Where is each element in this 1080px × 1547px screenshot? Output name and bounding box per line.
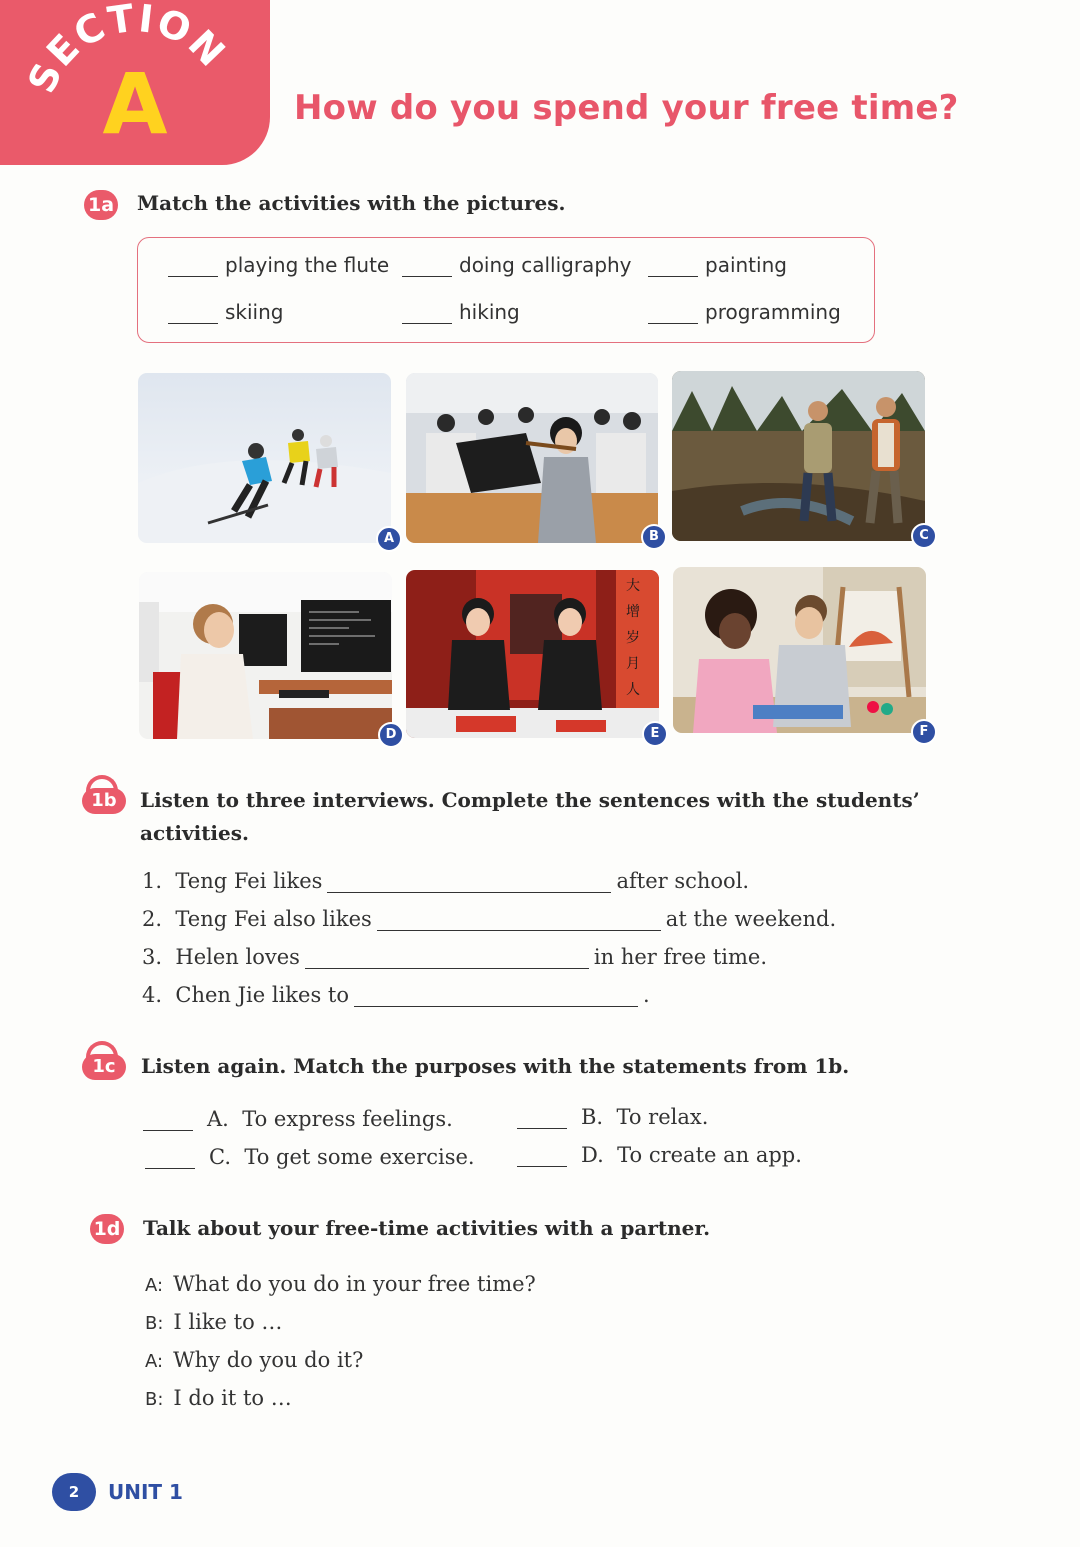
answer-blank[interactable] bbox=[143, 1112, 193, 1131]
word-item bbox=[402, 253, 632, 277]
exercise-badge-1d: 1d bbox=[90, 1214, 124, 1244]
svg-text:大: 大 bbox=[626, 578, 640, 594]
answer-blank[interactable] bbox=[145, 1150, 195, 1169]
instruction-1b-line1: Listen to three interviews. Complete the sentences with the students’ bbox=[140, 788, 920, 812]
answer-blank[interactable] bbox=[168, 305, 218, 324]
answer-blank[interactable] bbox=[168, 258, 218, 277]
page-title: How do you spend your free time? bbox=[294, 88, 959, 128]
word-text: doing calligraphy bbox=[459, 253, 632, 277]
word-text: skiing bbox=[225, 300, 284, 324]
answer-blank[interactable] bbox=[377, 910, 661, 931]
picture-label: F bbox=[911, 719, 937, 745]
picture-label: D bbox=[378, 722, 404, 748]
sentence-item: 3. Helen loves in her free time. bbox=[142, 945, 768, 969]
photo-calligraphy bbox=[406, 570, 659, 738]
answer-blank[interactable] bbox=[517, 1148, 567, 1167]
svg-text:月: 月 bbox=[626, 656, 640, 672]
word-text: playing the flute bbox=[225, 253, 390, 277]
instruction-1d: Talk about your free-time activities with a partner. bbox=[143, 1216, 711, 1240]
instruction-1c: Listen again. Match the purposes with the statements from 1b. bbox=[141, 1054, 850, 1078]
section-tab bbox=[0, 0, 270, 165]
answer-blank[interactable] bbox=[305, 948, 589, 969]
answer-blank[interactable] bbox=[402, 258, 452, 277]
purpose-option: A. To express feelings. bbox=[143, 1107, 453, 1131]
word-item bbox=[648, 300, 841, 324]
badge-label: 1c bbox=[82, 1054, 126, 1080]
picture-label: B bbox=[641, 524, 667, 550]
badge-label: 1b bbox=[82, 788, 126, 814]
instruction-1b-line2: activities. bbox=[140, 821, 249, 845]
section-word: SECTION bbox=[19, 0, 235, 100]
dialog-line: B: I do it to … bbox=[145, 1386, 292, 1410]
svg-text:增: 增 bbox=[626, 604, 640, 620]
photo-painting bbox=[673, 567, 926, 733]
exercise-badge-1a: 1a bbox=[84, 190, 118, 220]
exercise-badge-1c bbox=[82, 1041, 126, 1085]
instruction-1a: Match the activities with the pictures. bbox=[137, 191, 566, 215]
photo-skiing bbox=[138, 373, 391, 543]
dialog-line: A: Why do you do it? bbox=[145, 1348, 364, 1372]
word-text: programming bbox=[705, 300, 841, 324]
photo-flute bbox=[406, 373, 658, 543]
dialog-line: A: What do you do in your free time? bbox=[145, 1272, 536, 1296]
section-letter: A bbox=[102, 55, 168, 153]
answer-blank[interactable] bbox=[327, 872, 611, 893]
purpose-option: B. To relax. bbox=[517, 1105, 708, 1129]
word-item bbox=[648, 253, 787, 277]
dialog-line: B: I like to … bbox=[145, 1310, 283, 1334]
unit-label: UNIT 1 bbox=[108, 1480, 183, 1504]
answer-blank[interactable] bbox=[354, 986, 638, 1007]
answer-blank[interactable] bbox=[648, 305, 698, 324]
picture-label: A bbox=[376, 526, 402, 552]
purpose-option: D. To create an app. bbox=[517, 1143, 802, 1167]
svg-text:人: 人 bbox=[626, 682, 640, 698]
word-item bbox=[168, 300, 284, 324]
exercise-badge-1b bbox=[82, 775, 126, 819]
svg-text:岁: 岁 bbox=[626, 630, 640, 646]
word-item bbox=[168, 253, 389, 277]
page-number: 2 bbox=[52, 1473, 96, 1511]
photo-hiking bbox=[672, 371, 925, 541]
purpose-option: C. To get some exercise. bbox=[145, 1145, 475, 1169]
answer-blank[interactable] bbox=[402, 305, 452, 324]
sentence-item: 2. Teng Fei also likes at the weekend. bbox=[142, 907, 837, 931]
word-text: hiking bbox=[459, 300, 520, 324]
picture-label: E bbox=[642, 721, 668, 747]
word-item bbox=[402, 300, 520, 324]
answer-blank[interactable] bbox=[517, 1110, 567, 1129]
answer-blank[interactable] bbox=[648, 258, 698, 277]
picture-label: C bbox=[911, 523, 937, 549]
photo-programming bbox=[139, 572, 392, 739]
word-text: painting bbox=[705, 253, 787, 277]
sentence-item: 1. Teng Fei likes after school. bbox=[142, 869, 750, 893]
sentence-item: 4. Chen Jie likes to . bbox=[142, 983, 650, 1007]
